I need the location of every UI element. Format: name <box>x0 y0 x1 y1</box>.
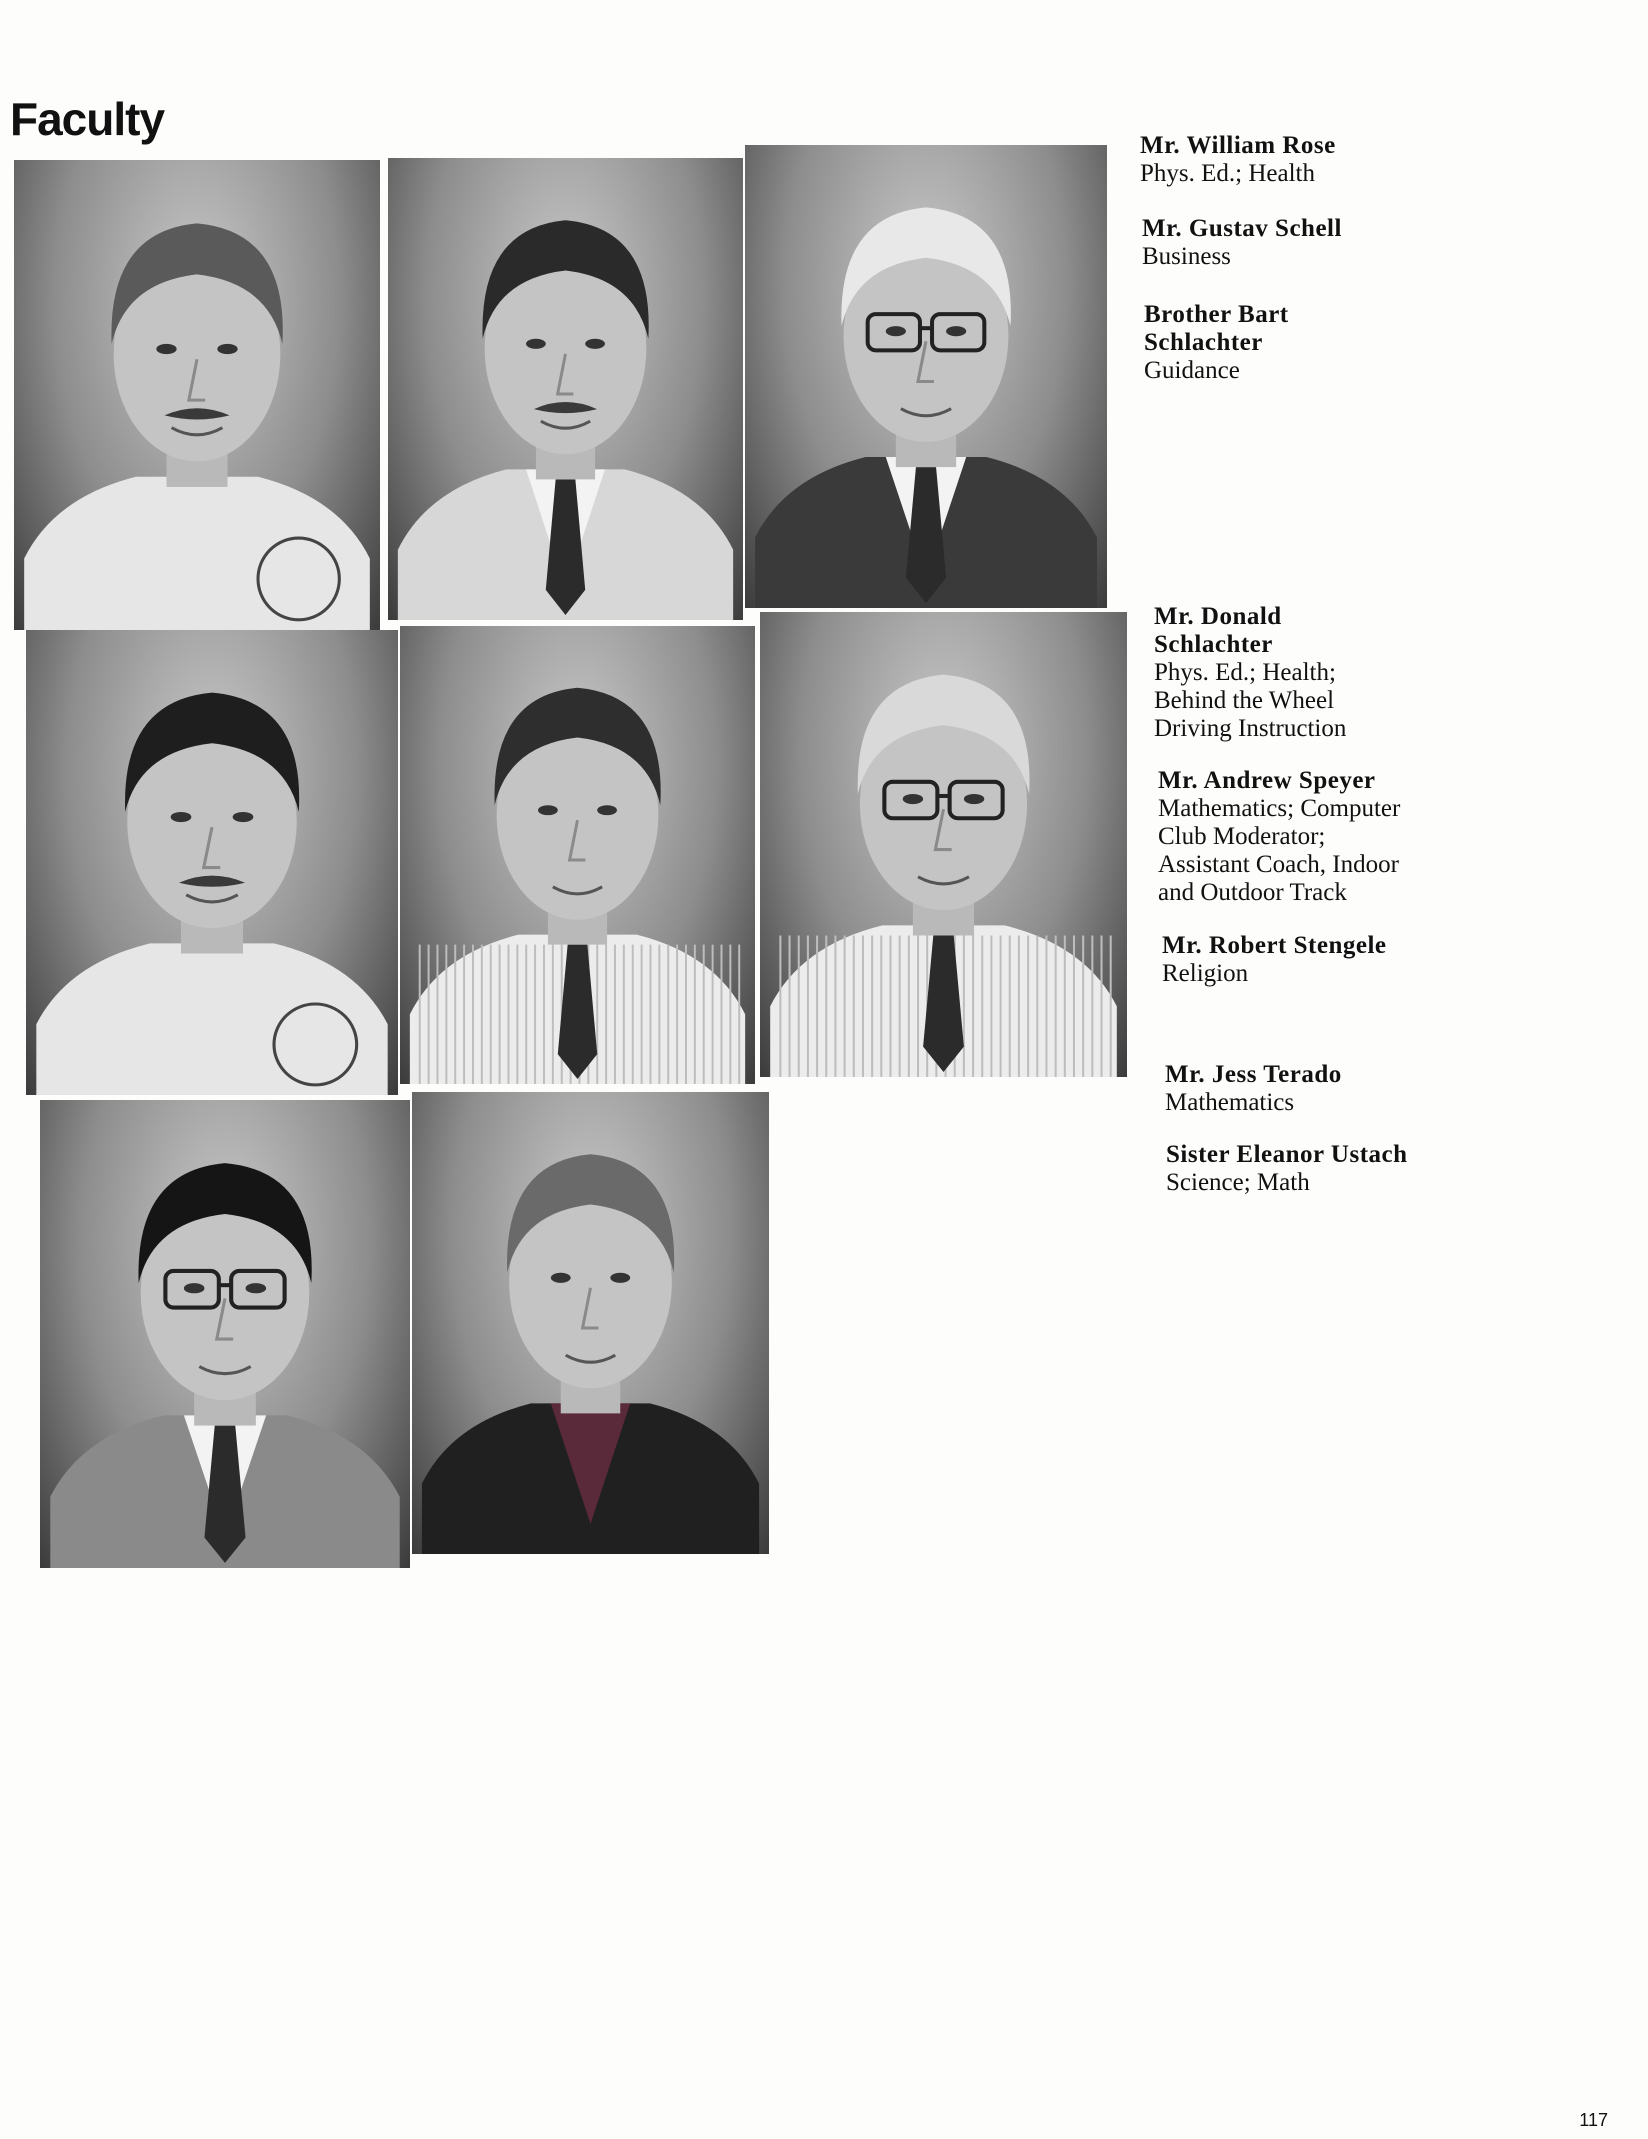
faculty-caption <box>1166 1141 1408 1197</box>
faculty-department: Phys. Ed.; Health <box>1140 160 1315 187</box>
portrait-photo <box>745 145 1107 608</box>
faculty-department: Guidance <box>1144 357 1240 384</box>
portrait-photo <box>40 1100 410 1568</box>
portrait-photo <box>26 630 398 1095</box>
faculty-department: Mathematics <box>1165 1089 1295 1116</box>
portrait-photo <box>412 1092 769 1554</box>
faculty-name: Mr. Donald Schlachter <box>1154 603 1282 658</box>
faculty-caption <box>1140 132 1336 188</box>
faculty-department: Business <box>1142 243 1231 270</box>
portrait-photo <box>760 612 1127 1077</box>
torso-shape <box>24 477 370 630</box>
portrait-photo <box>14 160 380 630</box>
faculty-name: Sister Eleanor Ustach <box>1166 1141 1408 1168</box>
faculty-caption <box>1162 932 1387 988</box>
portrait-photo <box>400 626 755 1084</box>
portrait-photo <box>388 158 743 620</box>
faculty-caption <box>1165 1061 1342 1117</box>
faculty-name: Mr. Andrew Speyer <box>1158 767 1376 794</box>
page-number: 117 <box>1579 2110 1608 2130</box>
page-title: Faculty <box>10 93 165 145</box>
faculty-caption <box>1158 767 1400 907</box>
torso-shape <box>36 943 387 1095</box>
faculty-name: Mr. Jess Terado <box>1165 1061 1342 1088</box>
faculty-name: Mr. William Rose <box>1140 132 1336 159</box>
faculty-name: Mr. Gustav Schell <box>1142 215 1342 242</box>
faculty-department: Mathematics; Computer Club Moderator; Assistant Coach, Indoor and Outdoor Track <box>1158 795 1401 906</box>
faculty-name: Brother Bart Schlachter <box>1144 301 1289 356</box>
faculty-department: Phys. Ed.; Health; Behind the Wheel Driving Instruction <box>1154 659 1347 742</box>
faculty-department: Science; Math <box>1166 1169 1310 1196</box>
faculty-caption <box>1154 603 1346 743</box>
faculty-caption <box>1144 301 1289 385</box>
faculty-caption <box>1142 215 1342 271</box>
faculty-name: Mr. Robert Stengele <box>1162 932 1387 959</box>
faculty-department: Religion <box>1162 960 1249 987</box>
